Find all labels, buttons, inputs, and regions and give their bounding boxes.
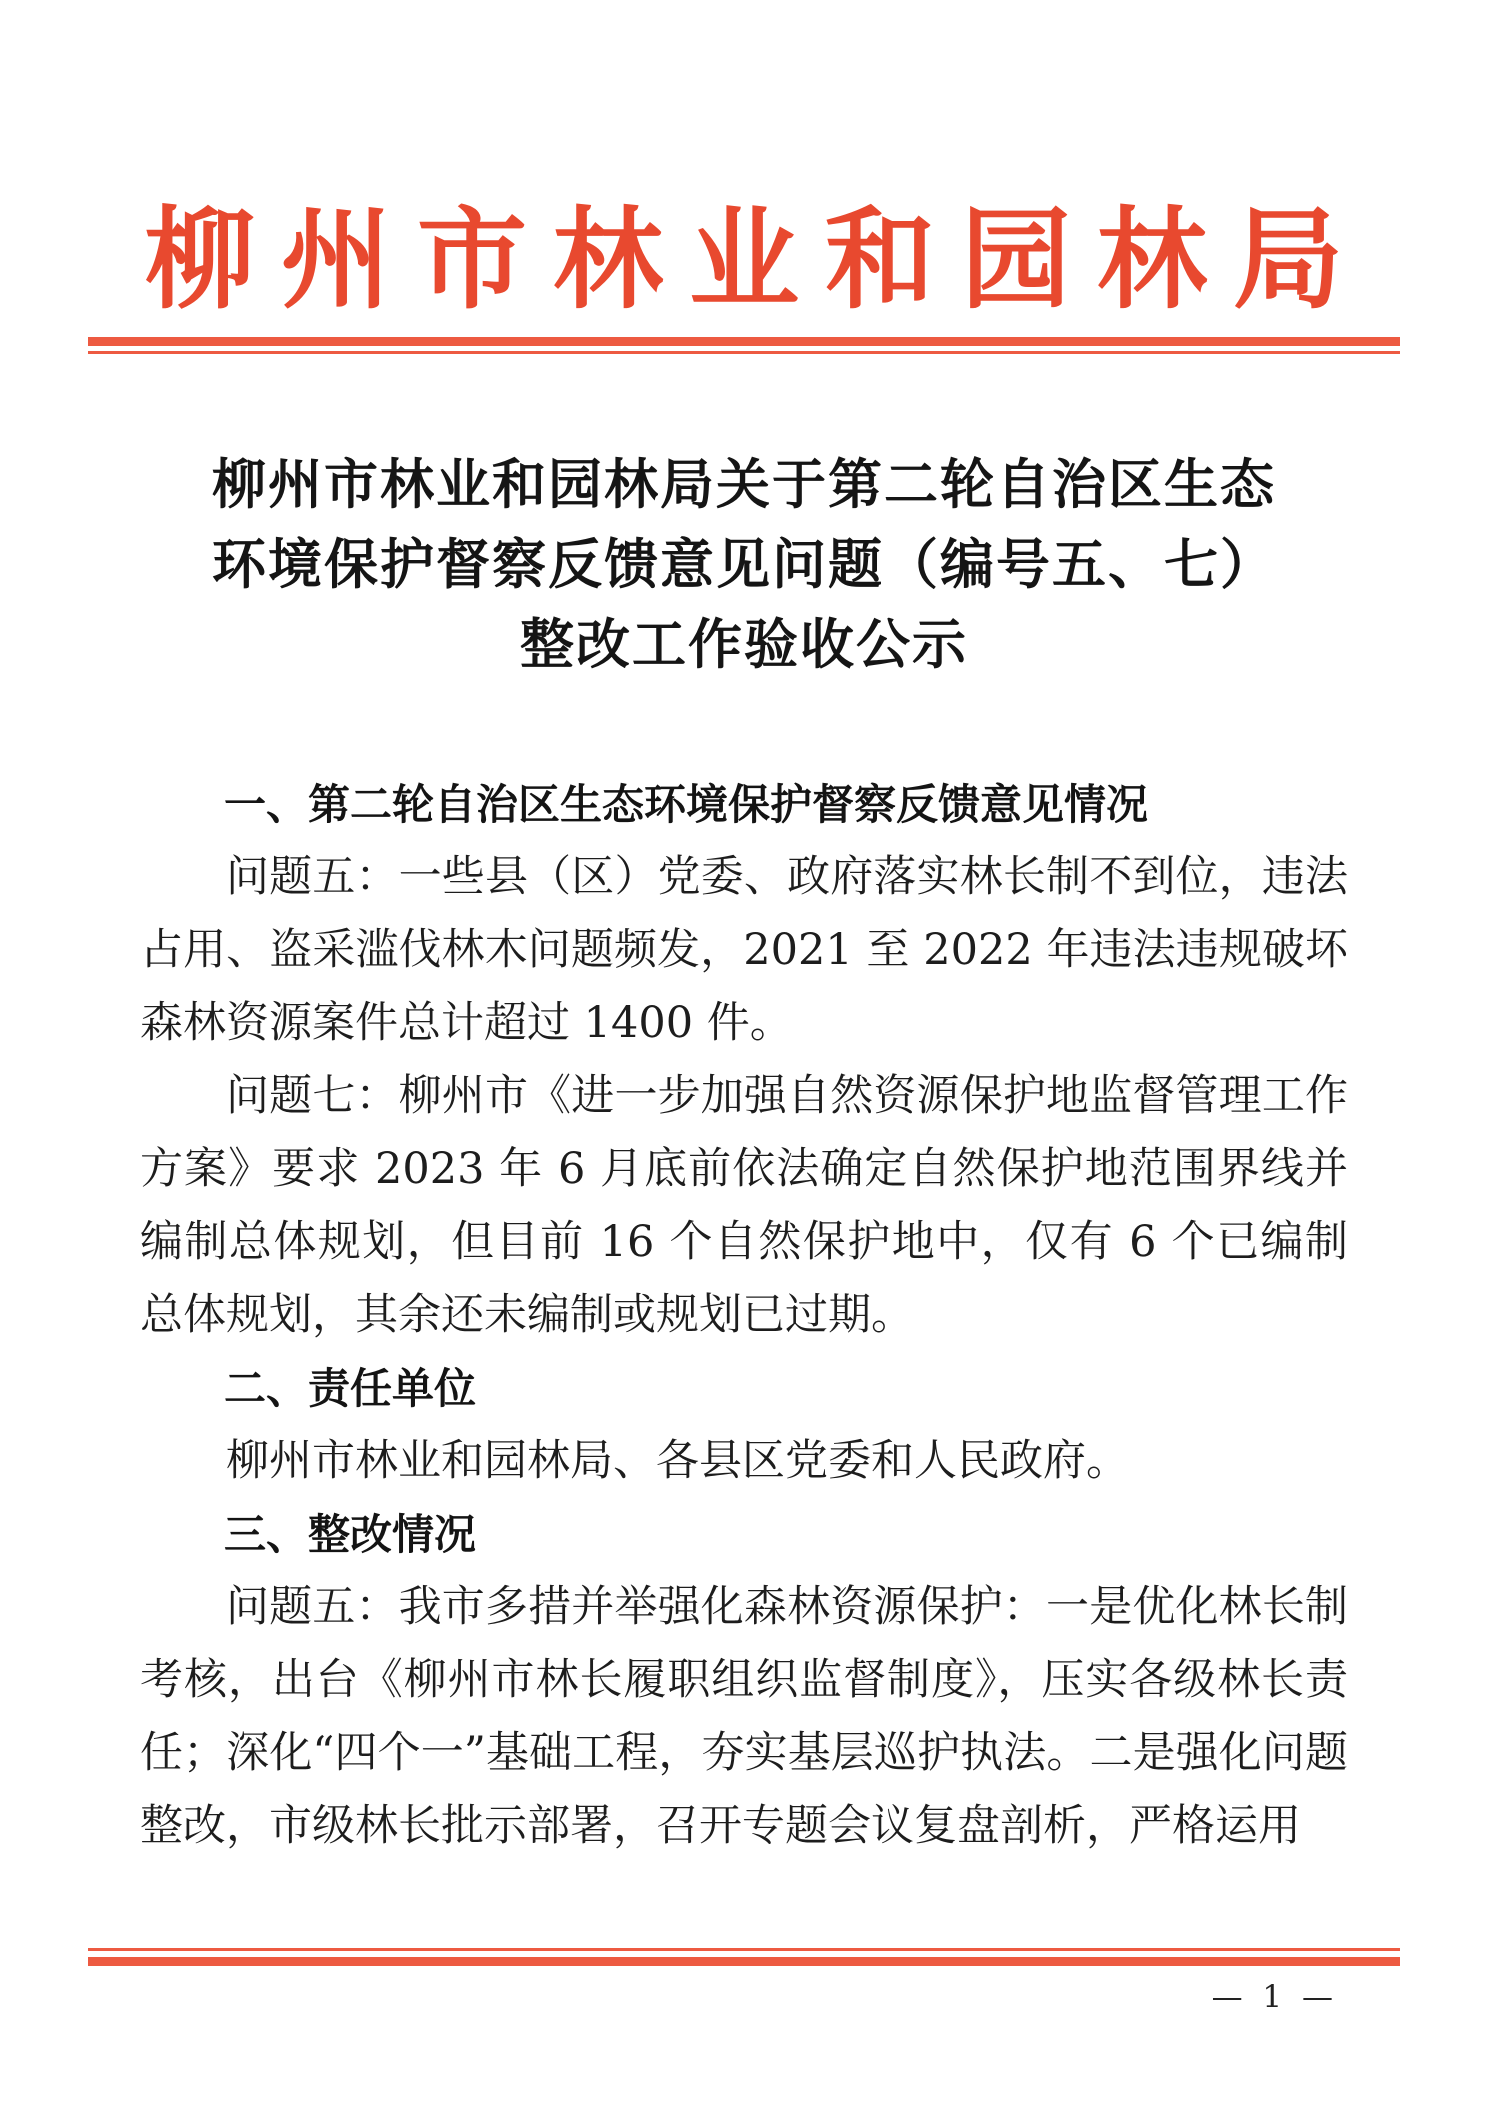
paragraph-problem-seven: 问题七：柳州市《进一步加强自然资源保护地监督管理工作方案》要求 2023 年 6 月底前依法确定自然保护地范围界线并编制总体规划，但目前 16 个自然保护地中，仅有 6 个已编制总体规划，其余还未编制或规划已过期。 xyxy=(140,1071,1348,1341)
paragraph-problem-five: 问题五：一些县（区）党委、政府落实林长制不到位，违法占用、盗采滥伐林木问题频发，2021 至 2022 年违法违规破坏森林资源案件总计超过 1400 件。 xyxy=(140,852,1348,1049)
page-number: — 1 — xyxy=(1211,1979,1338,2015)
title-line-2: 环境保护督察反馈意见问题（编号五、七） xyxy=(212,532,1276,597)
footer-rule-thick xyxy=(88,1957,1400,1966)
letterhead-rule-thick xyxy=(88,337,1400,346)
section-heading-feedback: 一、第二轮自治区生态环境保护督察反馈意见情况 xyxy=(224,780,1149,830)
document-letterhead xyxy=(0,195,1488,354)
section-heading-rectification: 三、整改情况 xyxy=(224,1510,477,1560)
document-body xyxy=(140,768,1348,1863)
document-title xyxy=(0,444,1488,684)
document-footer xyxy=(88,1948,1400,2015)
section-heading-responsible-units: 二、责任单位 xyxy=(224,1364,477,1414)
letterhead-rule-thin xyxy=(88,351,1400,354)
paragraph-responsible-units: 柳州市林业和园林局、各县区党委和人民政府。 xyxy=(226,1436,1129,1487)
paragraph-rectification-problem-five: 问题五：我市多措并举强化森林资源保护：一是优化林长制考核，出台《柳州市林长履职组织监督制度》，压实各级林长责任；深化“四个一”基础工程，夯实基层巡护执法。二是强化问题整改，市级林长批示部署，召开专题会议复盘剖析，严格运用 xyxy=(140,1582,1348,1852)
footer-rule-thin xyxy=(88,1948,1400,1951)
title-line-1: 柳州市林业和园林局关于第二轮自治区生态 xyxy=(212,452,1276,517)
agency-name: 柳州市林业和园林局 xyxy=(145,195,1369,324)
title-line-3: 整改工作验收公示 xyxy=(520,612,968,677)
